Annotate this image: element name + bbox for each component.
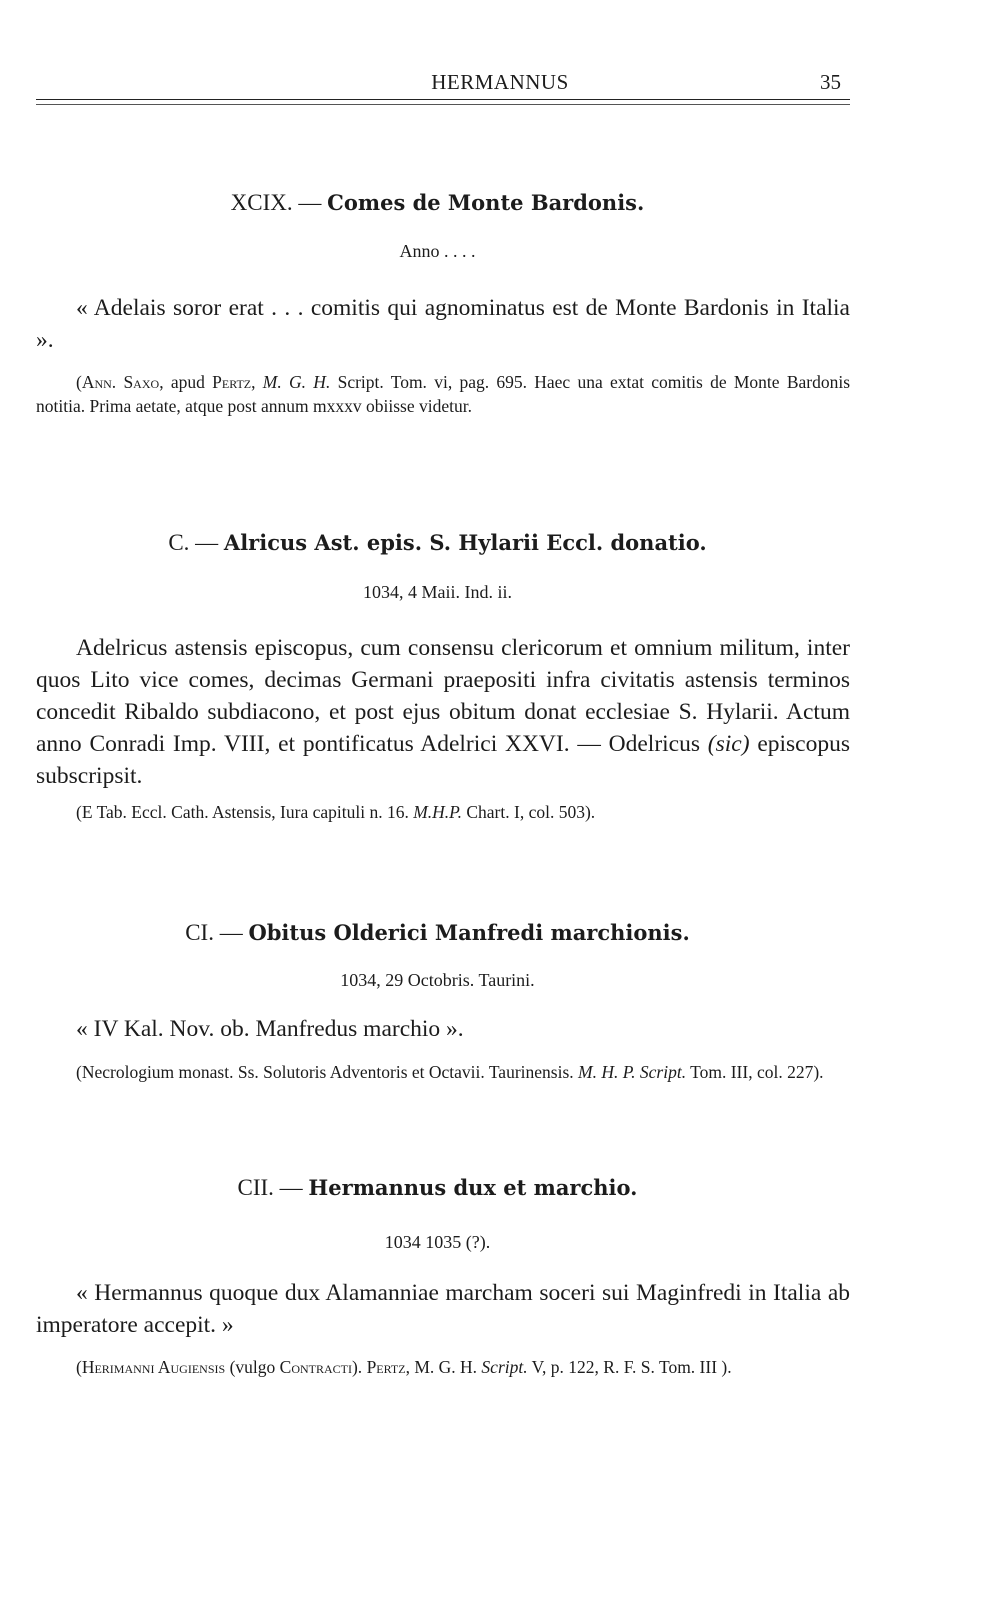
section-text: « IV Kal. Nov. ob. Manfredus marchio ». <box>76 1016 464 1042</box>
header-rule-thin <box>36 104 850 105</box>
section-note: (E Tab. Eccl. Cath. Astensis, Iura capituli n. 16. M.H.P. Chart. I, col. 503). <box>76 802 596 822</box>
section-title: Hermannus dux et marchio. <box>308 1175 638 1200</box>
section-date: 1034, 4 Maii. Ind. ii. <box>363 582 512 602</box>
section-number: CI. — <box>185 920 243 945</box>
section-date: 1034 1035 (?). <box>384 1232 491 1252</box>
section-heading <box>0 530 875 556</box>
section-note: (Ann. Saxo, apud Pertz, M. G. H. Script. Tom. vi, pag. 695. Haec una extat comitis de Monte Bardonis notitia. Prima aetate, atque post annum mxxxv obiisse videtur. <box>36 372 851 416</box>
page-number: 35 <box>820 70 841 94</box>
section-title: Comes de Monte Bardonis. <box>327 190 645 215</box>
running-header-title: HERMANNUS <box>431 70 569 94</box>
section-heading <box>0 190 875 216</box>
section-date: 1034, 29 Octobris. Taurini. <box>340 970 535 990</box>
section-number: XCIX. — <box>230 190 322 215</box>
section-title: Obitus Olderici Manfredi marchionis. <box>248 920 690 945</box>
section-text: « Hermannus quoque dux Alamanniae marcham soceri sui Maginfredi in Italia ab imperatore accepit. » <box>36 1280 850 1338</box>
section-title: Alricus Ast. epis. S. Hylarii Eccl. donatio. <box>223 530 707 555</box>
header-rule <box>36 99 850 100</box>
section-heading <box>0 1175 875 1201</box>
section-note: (Necrologium monast. Ss. Solutoris Adventoris et Octavii. Taurinensis. M. H. P. Script. Tom. III, col. 227). <box>76 1062 824 1082</box>
section-text: « Adelais soror erat . . . comitis qui agnominatus est de Monte Bardonis in Italia ». <box>36 295 850 353</box>
section-date: Anno . . . . <box>399 241 476 261</box>
section-heading <box>0 920 875 946</box>
section-number: CII. — <box>237 1175 303 1200</box>
section-note: (Herimanni Augiensis (vulgo Contracti). Pertz, M. G. H. Script. V, p. 122, R. F. S. Tom. III ). <box>76 1357 732 1377</box>
section-text: Adelricus astensis episcopus, cum consensu clericorum et omnium militum, inter quos Lito vice comes, decimas Germani praepositi infra civitatis astensis terminos concedit Ribaldo subdiacono, et post ejus obitum donat ecclesiae S. Hylarii. Actum anno Conradi Imp. VIII, et pontificatus Adelrici XXVI. — Odelricus (sic) episcopus subscripsit. <box>36 635 850 789</box>
section-number: C. — <box>168 530 219 555</box>
